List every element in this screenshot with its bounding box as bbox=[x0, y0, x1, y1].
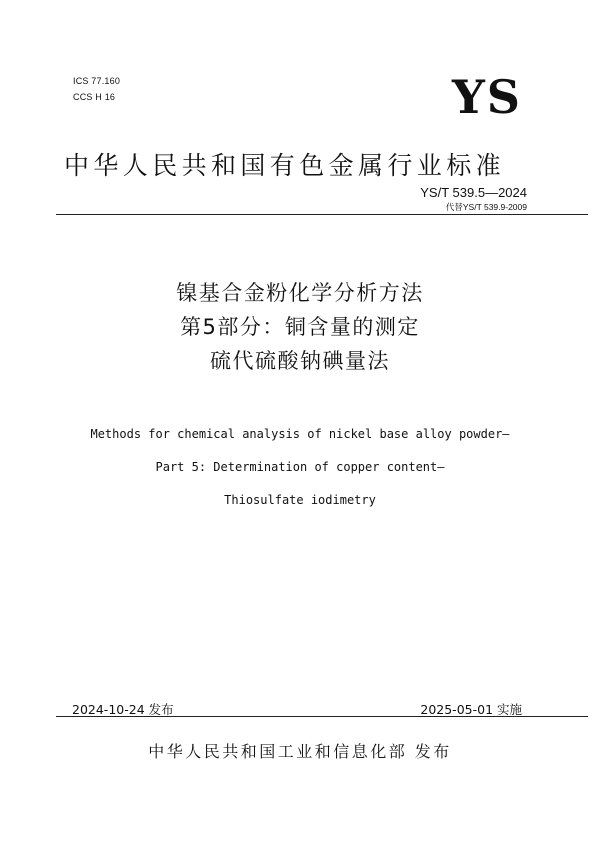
chinese-title bbox=[0, 276, 600, 378]
standard-number-block bbox=[420, 185, 527, 213]
english-title-line-2: Part 5: Determination of copper content— bbox=[155, 460, 445, 474]
classification-codes bbox=[73, 73, 120, 105]
bottom-divider bbox=[56, 716, 588, 717]
issuing-authority: 中华人民共和国工业和信息化部 发布 bbox=[148, 742, 452, 761]
chinese-title-line-2: 第5部分：铜含量的测定 bbox=[180, 315, 420, 339]
chinese-title-line-3: 硫代硫酸钠碘量法 bbox=[210, 349, 390, 373]
ics-code: ICS 77.160 bbox=[73, 76, 121, 86]
replaces-standard: 代替YS/T 539.9-2009 bbox=[445, 202, 527, 212]
publish-date: 2024-10-24 发布 bbox=[72, 702, 174, 717]
standard-category-title: 中华人民共和国有色金属行业标准 bbox=[64, 151, 506, 180]
implement-date: 2025-05-01 实施 bbox=[420, 702, 522, 717]
ccs-code: CCS H 16 bbox=[73, 92, 116, 102]
standard-number: YS/T 539.5—2024 bbox=[420, 185, 527, 200]
english-title bbox=[0, 418, 600, 517]
top-divider bbox=[56, 214, 588, 215]
chinese-title-line-1: 镍基合金粉化学分析方法 bbox=[176, 281, 424, 305]
english-title-line-1: Methods for chemical analysis of nickel base alloy powder— bbox=[90, 427, 510, 441]
english-title-line-3: Thiosulfate iodimetry bbox=[224, 493, 376, 507]
ys-logo: YS bbox=[451, 70, 522, 124]
